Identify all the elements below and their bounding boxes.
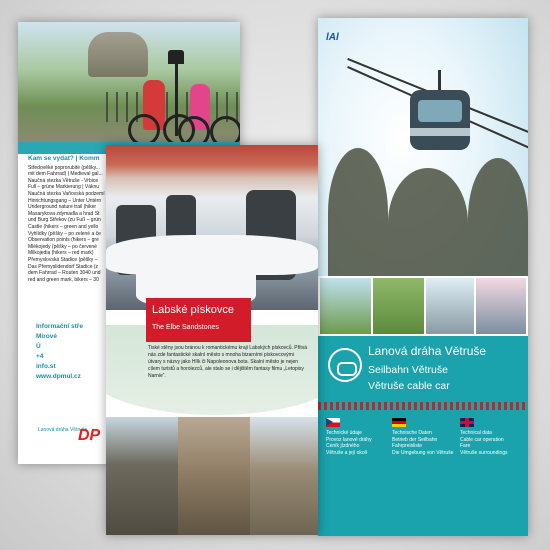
rock-tower-photo xyxy=(106,417,178,535)
sandstones-brochure xyxy=(106,145,318,535)
trip-line: Hinrichtungsgang – Unter Untérn xyxy=(28,197,102,204)
photo-strip xyxy=(318,276,528,336)
trip-line: Underground nature trail (hiker xyxy=(28,204,97,211)
photo-thumbnail xyxy=(424,276,476,336)
trip-line: Středověké poprorubité (pěšky... xyxy=(28,164,100,171)
cablecar-logo-small: Lanová dráha Větruše xyxy=(38,427,88,433)
cabin-window xyxy=(418,100,462,122)
lang-line: Technické údaje xyxy=(326,430,362,436)
cablecar-cabin xyxy=(410,90,470,150)
lang-section-de xyxy=(392,418,454,456)
cablecar-brochure xyxy=(318,18,528,536)
trip-line: Vyhlídky (pěšky – po zelené a če xyxy=(28,230,101,237)
trip-line: Observation points (hikers – gre xyxy=(28,237,99,244)
tree xyxy=(468,158,528,278)
trip-line: Přemyslovská Stadice (pěšky – xyxy=(28,256,98,263)
trip-line: Das Přemyslidendorf Stadice (z xyxy=(28,263,99,270)
brand-logo: lAl xyxy=(326,32,339,43)
lang-line: Technical data xyxy=(460,430,492,436)
lang-line: Větruše surroundings xyxy=(460,449,508,456)
trip-line: Masarykova zdymadla a hrad St xyxy=(28,210,100,217)
trips-heading: Kam se vydat? | Komm xyxy=(28,155,100,162)
german-flag-icon xyxy=(392,418,406,427)
lang-line: Cable car operation xyxy=(460,436,504,443)
lang-section-cz xyxy=(326,418,388,456)
trip-line: Full – grüne Markierung | Váknu xyxy=(28,184,100,191)
czech-flag-icon xyxy=(326,418,340,427)
title-german: Seilbahn Větruše xyxy=(368,364,448,376)
contact-line: +4 xyxy=(36,353,44,360)
lang-line: Fahrpreisliste xyxy=(392,443,423,449)
contact-line: Ú xyxy=(36,343,41,350)
trip-line: und Burg Střekov (zu Fuß – grün xyxy=(28,217,101,224)
lang-line: Větruše a její okolí xyxy=(326,449,368,456)
title-badge xyxy=(146,298,251,342)
brochure-subtitle: The Elbe Sandstones xyxy=(152,324,219,331)
trip-line: Mlékojedy (pěšky – po červené xyxy=(28,243,97,250)
trip-line: mit dem Fahrrad) | Medieval gal... xyxy=(28,171,103,178)
uk-flag-icon xyxy=(460,418,474,427)
trip-line: red and green mark, bikers – 30 xyxy=(28,276,99,283)
lang-line: Ceník jízdného xyxy=(326,443,360,449)
bottom-photos xyxy=(106,417,318,535)
brochure-title: Labské pískovce xyxy=(152,304,234,316)
contact-line: Informační stře xyxy=(36,323,83,330)
lang-line: Provoz lanové dráhy xyxy=(326,436,372,443)
website: www.dpmul.cz xyxy=(36,373,81,380)
castle-silhouette xyxy=(88,32,148,77)
title-czech: Lanová dráha Větruše xyxy=(368,344,487,358)
lang-line: Technische Daten xyxy=(392,430,432,436)
photo-thumbnail xyxy=(371,276,426,336)
lang-section-gb xyxy=(460,418,522,456)
trip-line: Milkojedia (hikers – red mark) xyxy=(28,250,94,257)
trip-line: Naučná stezka Vaňovská podzemí xyxy=(28,190,105,197)
red-dashed-divider xyxy=(318,402,528,410)
photo-thumbnail xyxy=(318,276,373,336)
cablecar-icon xyxy=(328,348,362,382)
lang-line: Die Umgebung von Větruše xyxy=(392,449,454,456)
photo-thumbnail xyxy=(474,276,528,336)
contact-line: Mírové xyxy=(36,333,57,340)
rock-arch-photo xyxy=(250,417,318,535)
cabin-stripe xyxy=(410,128,470,136)
trip-line: Castle (hikers – green and yello xyxy=(28,223,99,230)
contact-line: info.st xyxy=(36,363,56,370)
trip-line: Naučná stezka Větruše - Vrbice xyxy=(28,177,99,184)
tree xyxy=(388,168,468,278)
lang-line: Betrieb der Seilbahn xyxy=(392,436,438,443)
lang-line: Fare xyxy=(460,443,471,449)
title-english: Větruše cable car xyxy=(368,380,450,392)
climber-photo xyxy=(178,417,250,535)
dp-logo: DP xyxy=(78,427,101,444)
description-text: Tiské stěny jsou bránou k romantickému kraji Labských pískovců. Přitvá nás zde fantastické skalní město s mnoha bizarními pískovcovými útvary s názvy jako Hlík či Napoleonova bota. Skalní město je nejen cílem turistů a horolezců, ale stalo se i dějištěm fantasy filmu „Letopisy Narnie“. xyxy=(148,345,308,379)
trip-line: dem Fahrrad – Routen 3040 und xyxy=(28,270,101,277)
tree xyxy=(328,148,388,278)
